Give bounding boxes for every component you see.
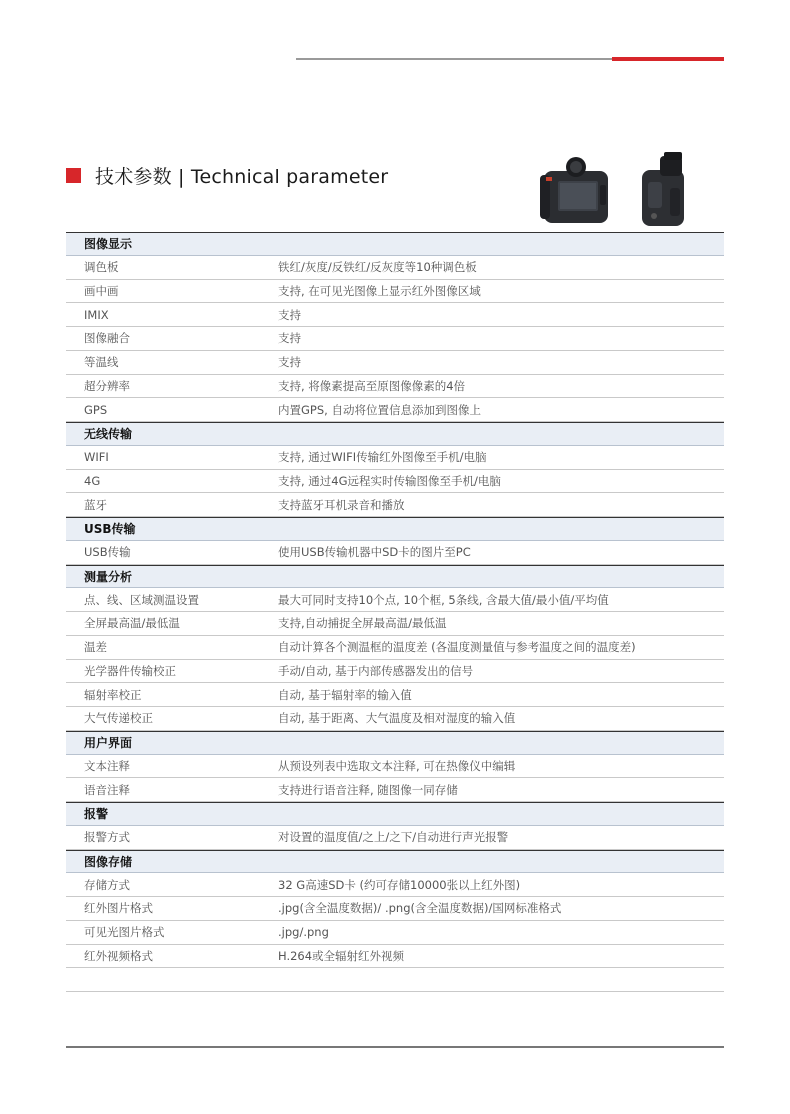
spec-value: 内置GPS, 自动将位置信息添加到图像上 (278, 402, 481, 417)
spec-value: 支持, 通过4G远程实时传输图像至手机/电脑 (278, 473, 501, 488)
spec-label: 文本注释 (84, 758, 130, 773)
spec-row (66, 588, 724, 612)
top-divider (296, 58, 612, 60)
spec-label: 调色板 (84, 260, 119, 275)
page-title: 技术参数 | Technical parameter (95, 166, 389, 188)
spec-row (66, 470, 724, 494)
heading-marker (66, 168, 81, 183)
section-header (66, 850, 724, 874)
section-title: 报警 (84, 807, 109, 822)
spec-label: 光学器件传输校正 (84, 663, 176, 678)
spec-value: 对设置的温度值/之上/之下/自动进行声光报警 (278, 830, 509, 845)
spec-row (66, 375, 724, 399)
section-heading (66, 162, 388, 189)
spec-row (66, 351, 724, 375)
spec-label: 点、线、区域测温设置 (84, 592, 199, 607)
section-header (66, 517, 724, 541)
spec-table (66, 232, 724, 992)
spec-row (66, 707, 724, 731)
spec-row (66, 755, 724, 779)
spec-row (66, 897, 724, 921)
section-title: USB传输 (84, 522, 136, 537)
section-header (66, 565, 724, 589)
spec-value: 使用USB传输机器中SD卡的图片至PC (278, 545, 471, 560)
spec-label: WIFI (84, 450, 109, 465)
spec-value: H.264或全辐射红外视频 (278, 948, 405, 963)
spec-row (66, 683, 724, 707)
spec-value: 自动计算各个测温框的温度差 (各温度测量值与参考温度之间的温度差) (278, 640, 636, 655)
spec-label: USB传输 (84, 545, 131, 560)
spec-label: 可见光图片格式 (84, 925, 165, 940)
thermal-camera-side-image (634, 152, 690, 230)
spec-value: 支持, 将像素提高至原图像像素的4倍 (278, 378, 466, 393)
spec-label: GPS (84, 402, 108, 417)
spec-value: 支持进行语音注释, 随图像一同存储 (278, 782, 458, 797)
spec-label: 报警方式 (84, 830, 130, 845)
spec-row (66, 398, 724, 422)
spec-value: 手动/自动, 基于内部传感器发出的信号 (278, 663, 474, 678)
spec-label: 红外图片格式 (84, 901, 153, 916)
section-header (66, 422, 724, 446)
spec-row (66, 945, 724, 969)
spec-row (66, 660, 724, 684)
spec-value: .jpg(含全温度数据)/ .png(含全温度数据)/国网标准格式 (278, 901, 562, 916)
spec-value: 支持,自动捕捉全屏最高温/最低温 (278, 616, 447, 631)
bottom-divider (66, 1046, 724, 1048)
spec-label: IMIX (84, 307, 109, 322)
spec-label: 语音注释 (84, 782, 130, 797)
spec-label: 辐射率校正 (84, 687, 142, 702)
spec-value: 支持 (278, 331, 301, 346)
spec-row (66, 778, 724, 802)
section-header (66, 802, 724, 826)
spec-row (66, 303, 724, 327)
spec-value: 支持, 通过WIFI传输红外图像至手机/电脑 (278, 450, 487, 465)
spec-label: 存储方式 (84, 877, 130, 892)
spec-value: 支持 (278, 355, 301, 370)
spec-row (66, 256, 724, 280)
spec-row (66, 612, 724, 636)
spec-value: 32 G高速SD卡 (约可存储10000张以上红外图) (278, 877, 521, 892)
spec-row (66, 636, 724, 660)
spec-value: 支持蓝牙耳机录音和播放 (278, 497, 405, 512)
spec-row (66, 873, 724, 897)
section-title: 测量分析 (84, 569, 133, 584)
spec-value: .jpg/.png (278, 925, 329, 940)
spec-row (66, 921, 724, 945)
section-header (66, 731, 724, 755)
empty-row (66, 968, 724, 992)
section-title: 图像显示 (84, 237, 133, 252)
spec-value: 最大可同时支持10个点, 10个框, 5条线, 含最大值/最小值/平均值 (278, 592, 609, 607)
spec-label: 大气传递校正 (84, 711, 153, 726)
spec-row (66, 280, 724, 304)
spec-label: 红外视频格式 (84, 948, 153, 963)
spec-label: 等温线 (84, 355, 119, 370)
section-title: 无线传输 (84, 427, 133, 442)
spec-value: 支持 (278, 307, 301, 322)
section-title: 图像存储 (84, 854, 133, 869)
spec-value: 支持, 在可见光图像上显示红外图像区域 (278, 283, 481, 298)
thermal-camera-front-image (538, 155, 614, 229)
spec-row (66, 446, 724, 470)
spec-label: 4G (84, 473, 101, 488)
spec-value: 铁红/灰度/反铁红/反灰度等10种调色板 (278, 260, 477, 275)
spec-row (66, 541, 724, 565)
spec-label: 全屏最高温/最低温 (84, 616, 180, 631)
spec-label: 超分辨率 (84, 378, 130, 393)
section-header (66, 232, 724, 256)
spec-value: 自动, 基于距离、大气温度及相对湿度的输入值 (278, 711, 516, 726)
spec-row (66, 826, 724, 850)
spec-value: 从预设列表中选取文本注释, 可在热像仪中编辑 (278, 758, 516, 773)
spec-value: 自动, 基于辐射率的输入值 (278, 687, 412, 702)
spec-row (66, 493, 724, 517)
spec-row (66, 327, 724, 351)
section-title: 用户界面 (84, 736, 133, 751)
spec-label: 图像融合 (84, 331, 130, 346)
spec-label: 画中画 (84, 283, 119, 298)
top-accent-bar (612, 57, 724, 61)
spec-label: 温差 (84, 640, 107, 655)
spec-label: 蓝牙 (84, 497, 107, 512)
